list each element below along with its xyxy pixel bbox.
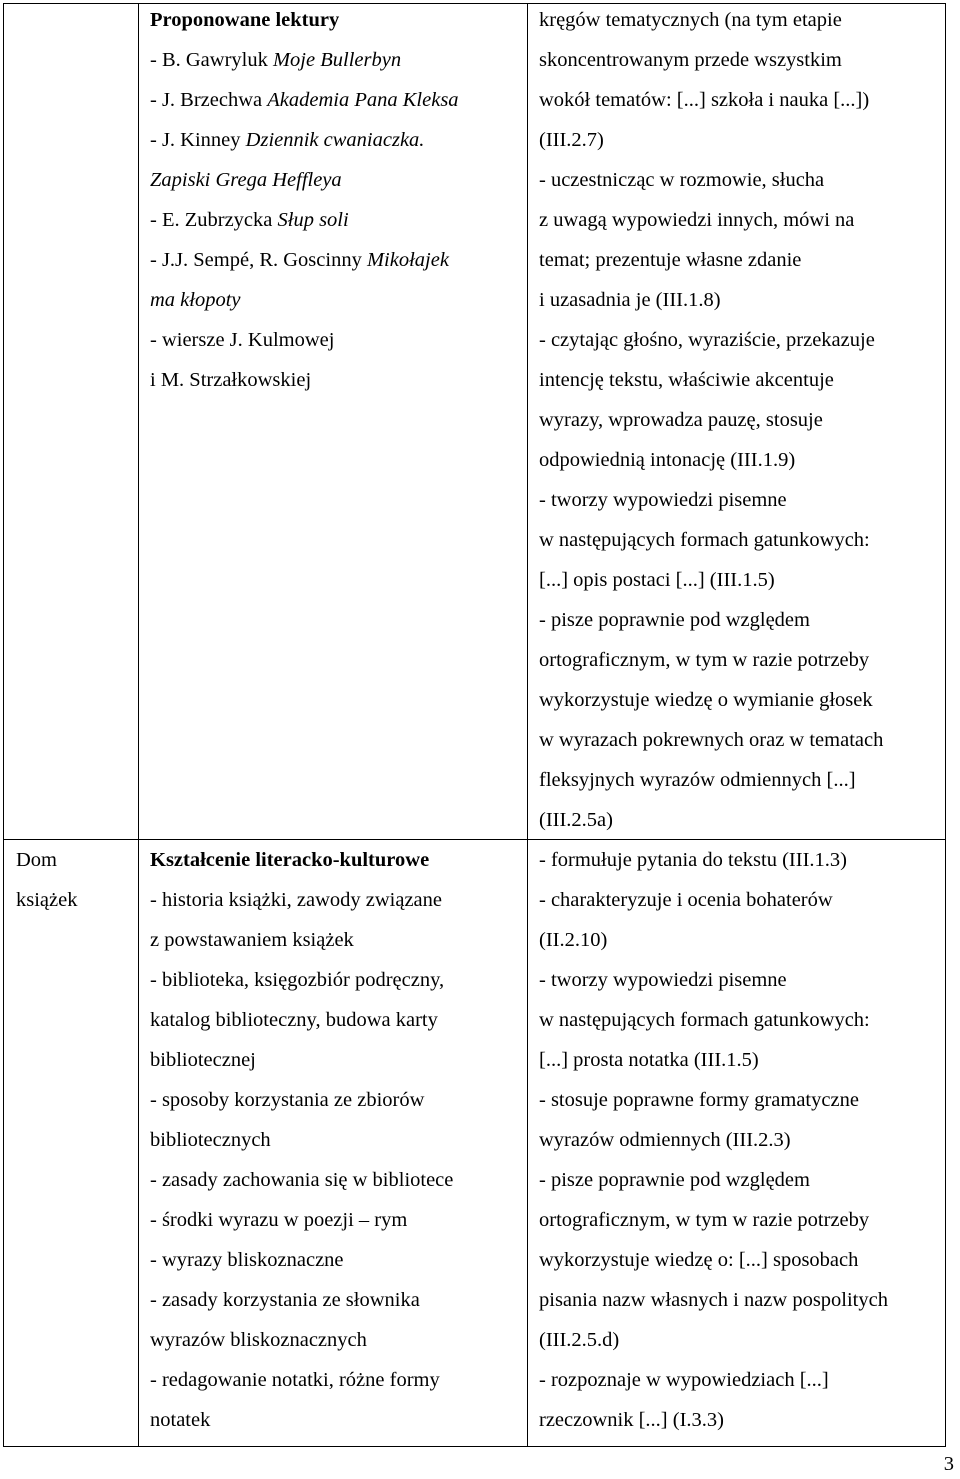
requirement-line: rzeczownik [...] (I.3.3) [539,1409,724,1431]
content-line [150,160,524,200]
requirement-line: - charakteryzuje i ocenia bohaterów [539,889,833,911]
requirement-line: ortograficznym, w tym w razie potrzeby [539,1209,870,1231]
requirement-line: [...] prosta notatka (III.1.5) [539,1049,759,1071]
line-text: - J. Brzechwa [150,89,268,111]
content-line: - redagowanie notatki, różne formy [150,1369,440,1391]
line-text: - J. Kinney [150,129,246,151]
requirement-line: wyrazy, wprowadza pauzę, stosuje [539,409,823,431]
content-line: - sposoby korzystania ze zbiorów [150,1089,425,1111]
title-text: ma kłopoty [150,289,241,311]
content-line [150,120,524,160]
curriculum-table [3,3,946,1447]
content-line: - wyrazy bliskoznaczne [150,1249,344,1271]
requirement-line: - tworzy wypowiedzi pisemne [539,969,787,991]
requirement-line: (II.2.10) [539,929,608,951]
content-line [150,80,524,120]
content-line: - zasady korzystania ze słownika [150,1289,420,1311]
content-line: i M. Strzałkowskiej [150,369,312,391]
requirement-line: (III.2.5a) [539,809,613,831]
topic-label: książek [16,889,78,911]
title-text: Akademia Pana Kleksa [267,89,459,111]
section-heading: Proponowane lektury [150,9,340,31]
requirement-line: fleksyjnych wyrazów odmiennych [...] [539,769,856,791]
requirement-line: intencję tekstu, właściwie akcentuje [539,369,834,391]
requirement-line: wokół tematów: [...] szkoła i nauka [...]) [539,89,870,111]
requirement-line: skoncentrowanym przede wszystkim [539,49,842,71]
requirement-line: - formułuje pytania do tekstu (III.1.3) [539,849,847,871]
title-text: Dziennik cwaniaczka. [245,129,425,151]
requirement-line: (III.2.5.d) [539,1329,620,1351]
requirement-line: wyrazów odmiennych (III.2.3) [539,1129,791,1151]
row2-content-cell [150,840,524,1440]
content-line [150,280,524,320]
title-text: Moje Bullerbyn [272,49,402,71]
content-line: bibliotecznej [150,1049,256,1071]
requirement-line: wykorzystuje wiedzę o: [...] sposobach [539,1249,859,1271]
requirement-line: pisania nazw własnych i nazw pospolitych [539,1289,888,1311]
title-text: Mikołajek [366,249,449,271]
requirement-line: - stosuje poprawne formy gramatyczne [539,1089,859,1111]
column-divider [527,4,528,1446]
requirement-line: ortograficznym, w tym w razie potrzeby [539,649,870,671]
title-text: Słup soli [277,209,349,231]
line-text: - J.J. Sempé, R. Goscinny [150,249,367,271]
requirement-line: w następujących formach gatunkowych: [539,1009,870,1031]
content-line: katalog biblioteczny, budowa karty [150,1009,438,1031]
requirement-line: w wyrazach pokrewnych oraz w tematach [539,729,884,751]
row1-requirements-cell [539,0,944,840]
requirement-line: wykorzystuje wiedzę o wymianie głosek [539,689,873,711]
content-line [150,40,524,80]
section-heading: Kształcenie literacko-kulturowe [150,849,430,871]
line-text: - B. Gawryluk [150,49,273,71]
content-line: - biblioteka, księgozbiór podręczny, [150,969,445,991]
content-line: z powstawaniem książek [150,929,354,951]
requirement-line: temat; prezentuje własne zdanie [539,249,802,271]
content-line: wyrazów bliskoznacznych [150,1329,367,1351]
requirement-line: - czytając głośno, wyraziście, przekazuje [539,329,875,351]
content-line: - historia książki, zawody związane [150,889,443,911]
content-line [150,200,524,240]
content-line [150,240,524,280]
requirement-line: w następujących formach gatunkowych: [539,529,870,551]
requirement-line: - rozpoznaje w wypowiedziach [...] [539,1369,829,1391]
requirement-line: kręgów tematycznych (na tym etapie [539,9,842,31]
title-text: Zapiski Grega Heffleya [150,169,342,191]
row2-requirements-cell [539,840,944,1440]
requirement-line: - tworzy wypowiedzi pisemne [539,489,787,511]
content-line: - wiersze J. Kulmowej [150,329,335,351]
requirement-line: odpowiednią intonację (III.1.9) [539,449,796,471]
line-text: - E. Zubrzycka [150,209,278,231]
requirement-line: z uwagą wypowiedzi innych, mówi na [539,209,855,231]
column-divider [138,4,139,1446]
content-line: - środki wyrazu w poezji – rym [150,1209,408,1231]
row2-topic-cell [16,840,134,920]
requirement-line: - uczestnicząc w rozmowie, słucha [539,169,825,191]
topic-label: Dom [16,849,57,871]
page-number: 3 [943,1453,954,1475]
requirement-line: - pisze poprawnie pod względem [539,609,810,631]
requirement-line: - pisze poprawnie pod względem [539,1169,810,1191]
requirement-line: (III.2.7) [539,129,604,151]
content-line: bibliotecznych [150,1129,271,1151]
requirement-line: [...] opis postaci [...] (III.1.5) [539,569,775,591]
row1-content-cell [150,0,524,400]
content-line: notatek [150,1409,211,1431]
requirement-line: i uzasadnia je (III.1.8) [539,289,721,311]
content-line: - zasady zachowania się w bibliotece [150,1169,454,1191]
